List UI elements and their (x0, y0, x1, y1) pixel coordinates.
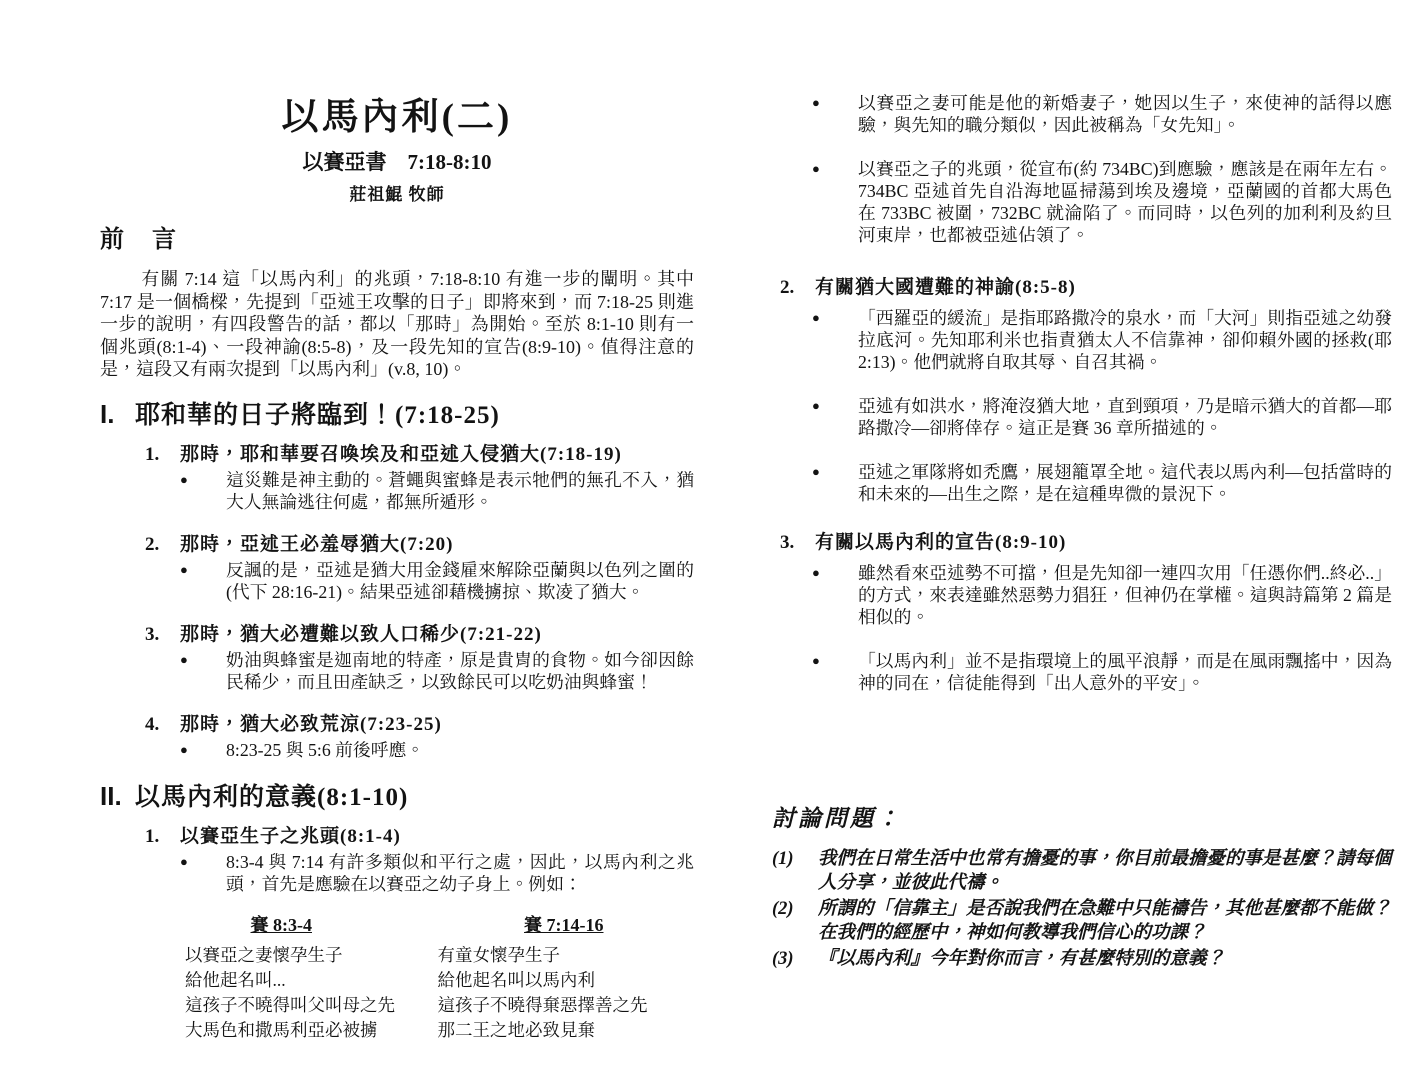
intro-paragraph: 有關 7:14 這「以馬內利」的兆頭，7:18-8:10 有進一步的闡明。其中 7:17 是一個橋樑，先提到「亞述王攻擊的日子」即將來到，而 7:18-25 則進一步的說明，有四段警告的話，都以「那時」為開始。至於 8:1-10 則有一個兆頭(8:1-4)、一段神諭(8:5-8)，及一段先知的宣告(8:9-10)。值得注意的是，這段又有兩次提到「以馬內利」(v.8, 10)。 (100, 269, 694, 379)
bullet-item (180, 851, 694, 895)
item-number: 3. (780, 532, 795, 553)
bullet-text: 8:23-25 與 5:6 前後呼應。 (226, 739, 425, 760)
bullet-item (180, 469, 694, 513)
item-number: 1. (145, 825, 160, 847)
bullet-text: 雖然看來亞述勢不可擋，但是先知卻一連四次用「任憑你們..終必..」的方式，來表達雖然惡勢力猖狂，但神仍在掌權。這與詩篇第 2 篇是相似的。 (858, 563, 1392, 627)
author-name: 莊祖鯤 牧師 (349, 185, 445, 204)
outline-item (145, 821, 694, 895)
bullet-text: 「西羅亞的緩流」是指耶路撒冷的泉水，而「大河」則指亞述之幼發拉底河。先知耶利米也指責猶太人不信靠神，卻仰賴外國的拯救(耶 2:13)。他們就將自取其辱、自召其禍。 (858, 308, 1392, 372)
bullet-item (180, 739, 694, 761)
section-2 (100, 777, 694, 1043)
section-1-heading (100, 395, 694, 431)
question-number: (3) (772, 949, 794, 969)
item-title: 那時，猶大必致荒涼(7:23-25) (180, 713, 442, 735)
bullet-item (812, 395, 1392, 439)
question-text: 『以馬內利』今年對你而言，有甚麼特別的意義？ (818, 949, 1226, 969)
bullet-item (812, 92, 1392, 136)
outline-item (780, 527, 1392, 694)
bullet-text: 亞述之軍隊將如禿鷹，展翅籠罩全地。這代表以馬內利—包括當時的和未來的—出生之際，是在這種卑微的景況下。 (858, 462, 1392, 504)
question-number: (2) (772, 899, 794, 919)
bullet-icon: ● (180, 853, 188, 869)
section-2-numeral: II. (100, 780, 122, 811)
section-1-numeral: I. (100, 398, 115, 429)
bullet-item (812, 650, 1392, 694)
bullet-icon: ● (180, 741, 188, 757)
bullet-item (180, 649, 694, 693)
bullet-text: 8:3-4 與 7:14 有許多類似和平行之處，因此，以馬內利之兆頭，首先是應驗在以賽亞之幼子身上。例如： (226, 851, 694, 894)
discussion-question (772, 847, 1392, 895)
bullet-icon: ● (812, 565, 820, 580)
bullet-icon: ● (812, 653, 820, 668)
comparison-cell: 大馬色和撒馬利亞必被擄 (185, 1019, 378, 1040)
scripture-reference: 以賽亞書 7:18-8:10 (302, 150, 492, 174)
question-number: (1) (772, 849, 794, 869)
bullet-icon: ● (180, 651, 188, 667)
discussion-question (772, 947, 1392, 971)
item-title: 有關猶大國遭難的神諭(8:5-8) (815, 277, 1076, 298)
discussion-section (772, 800, 1392, 971)
bullet-item (812, 307, 1392, 373)
bullet-item (812, 461, 1392, 505)
comparison-table (185, 911, 690, 1043)
comparison-cell: 這孩子不曉得棄惡擇善之先 (437, 994, 648, 1015)
page-title: 以馬內利(二) (281, 97, 513, 138)
item-heading (780, 272, 1392, 299)
item-heading (145, 619, 694, 646)
item-number: 3. (145, 623, 160, 645)
bullet-item (812, 158, 1392, 246)
item-title: 有關以馬內利的宣告(8:9-10) (815, 532, 1067, 553)
comparison-cell: 這孩子不曉得叫父叫母之先 (185, 994, 395, 1015)
bullet-icon: ● (812, 464, 820, 479)
item-heading (145, 529, 694, 556)
item-number: 1. (145, 443, 160, 465)
bullet-icon: ● (812, 398, 820, 413)
item-number: 2. (780, 277, 795, 298)
item-number: 2. (145, 533, 160, 555)
discussion-question (772, 897, 1392, 945)
outline-item (145, 529, 694, 603)
item-title: 那時，耶和華要召喚埃及和亞述入侵猶大(7:18-19) (180, 443, 622, 465)
comparison-cell: 有童女懷孕生子 (437, 944, 560, 965)
bullet-text: 亞述有如洪水，將淹沒猶大地，直到頸項，乃是暗示猶大的首都—耶路撒冷—卻將倖存。這正是賽 36 章所描述的。 (858, 396, 1392, 438)
bullet-text: 以賽亞之子的兆頭，從宣布(約 734BC)到應驗，應該是在兩年左右。734BC 亞述首先自沿海地區掃蕩到埃及邊境，亞蘭國的首都大馬色在 733BC 被圍，732BC 就淪陷了。而同時，以色列的加利利及約旦河東岸，也都被亞述佔領了。 (858, 159, 1392, 245)
bullet-text: 以賽亞之妻可能是他的新婚妻子，她因以生子，來使神的話得以應驗，與先知的職分類似，因此被稱為「女先知」。 (858, 93, 1392, 135)
bullet-text: 反諷的是，亞述是猶大用金錢雇來解除亞蘭與以色列之圍的(代下 28:16-21)。結果亞述卻藉機擄掠、欺凌了猶大。 (226, 559, 694, 602)
intro-heading: 前 言 (100, 227, 178, 253)
item-heading (145, 709, 694, 736)
comparison-cell: 給他起名叫... (185, 969, 286, 990)
comparison-header: 賽 8:3-4 (250, 914, 312, 935)
right-column (772, 92, 1392, 973)
section-2-heading (100, 777, 694, 813)
bullet-item (812, 562, 1392, 628)
bullet-icon: ● (180, 471, 188, 487)
bullet-item (180, 559, 694, 603)
item-heading (145, 821, 694, 848)
outline-item (145, 619, 694, 693)
bullet-icon: ● (812, 161, 820, 176)
bullet-icon: ● (180, 561, 188, 577)
question-text: 我們在日常生活中也常有擔憂的事，你目前最擔憂的事是甚麼？請每個人分享，並彼此代禱。 (818, 849, 1392, 893)
section-1 (100, 395, 694, 761)
item-number: 4. (145, 713, 160, 735)
bullet-text: 奶油與蜂蜜是迦南地的特產，原是貴胄的食物。如今卻因餘民稀少，而且田產缺乏，以致餘民可以吃奶油與蜂蜜！ (226, 649, 694, 692)
bullet-icon: ● (812, 310, 820, 325)
item-title: 以賽亞生子之兆頭(8:1-4) (180, 825, 401, 847)
comparison-cell: 以賽亞之妻懷孕生子 (185, 944, 343, 965)
comparison-cell: 給他起名叫以馬內利 (437, 969, 595, 990)
item-title: 那時，猶大必遭難以致人口稀少(7:21-22) (180, 623, 542, 645)
bullet-icon: ● (812, 95, 820, 110)
section-1-title: 耶和華的日子將臨到！(7:18-25) (135, 401, 500, 429)
bullet-text: 這災難是神主動的。蒼蠅與蜜蜂是表示牠們的無孔不入，猶大人無論逃往何處，都無所遁形。 (226, 469, 694, 512)
section-2-title: 以馬內利的意義(8:1-10) (135, 783, 409, 811)
comparison-column-left (185, 911, 438, 1043)
left-column (100, 86, 694, 1043)
item-title: 那時，亞述王必羞辱猶大(7:20) (180, 533, 454, 555)
discussion-heading: 討論問題： (772, 806, 902, 831)
outline-item (145, 439, 694, 513)
question-text: 所謂的「信靠主」是否說我們在急難中只能禱告，其他甚麼都不能做？在我們的經歷中，神如何教導我們信心的功課？ (818, 899, 1392, 943)
bullet-text: 「以馬內利」並不是指環境上的風平浪靜，而是在風雨飄搖中，因為神的同在，信徒能得到「出人意外的平安」。 (858, 651, 1392, 693)
item-heading (145, 439, 694, 466)
item-heading (780, 527, 1392, 554)
outline-item (780, 272, 1392, 505)
comparison-cell: 那二王之地必致見棄 (437, 1019, 595, 1040)
comparison-column-right (438, 911, 691, 1043)
outline-item (145, 709, 694, 761)
comparison-header: 賽 7:14-16 (524, 914, 604, 935)
